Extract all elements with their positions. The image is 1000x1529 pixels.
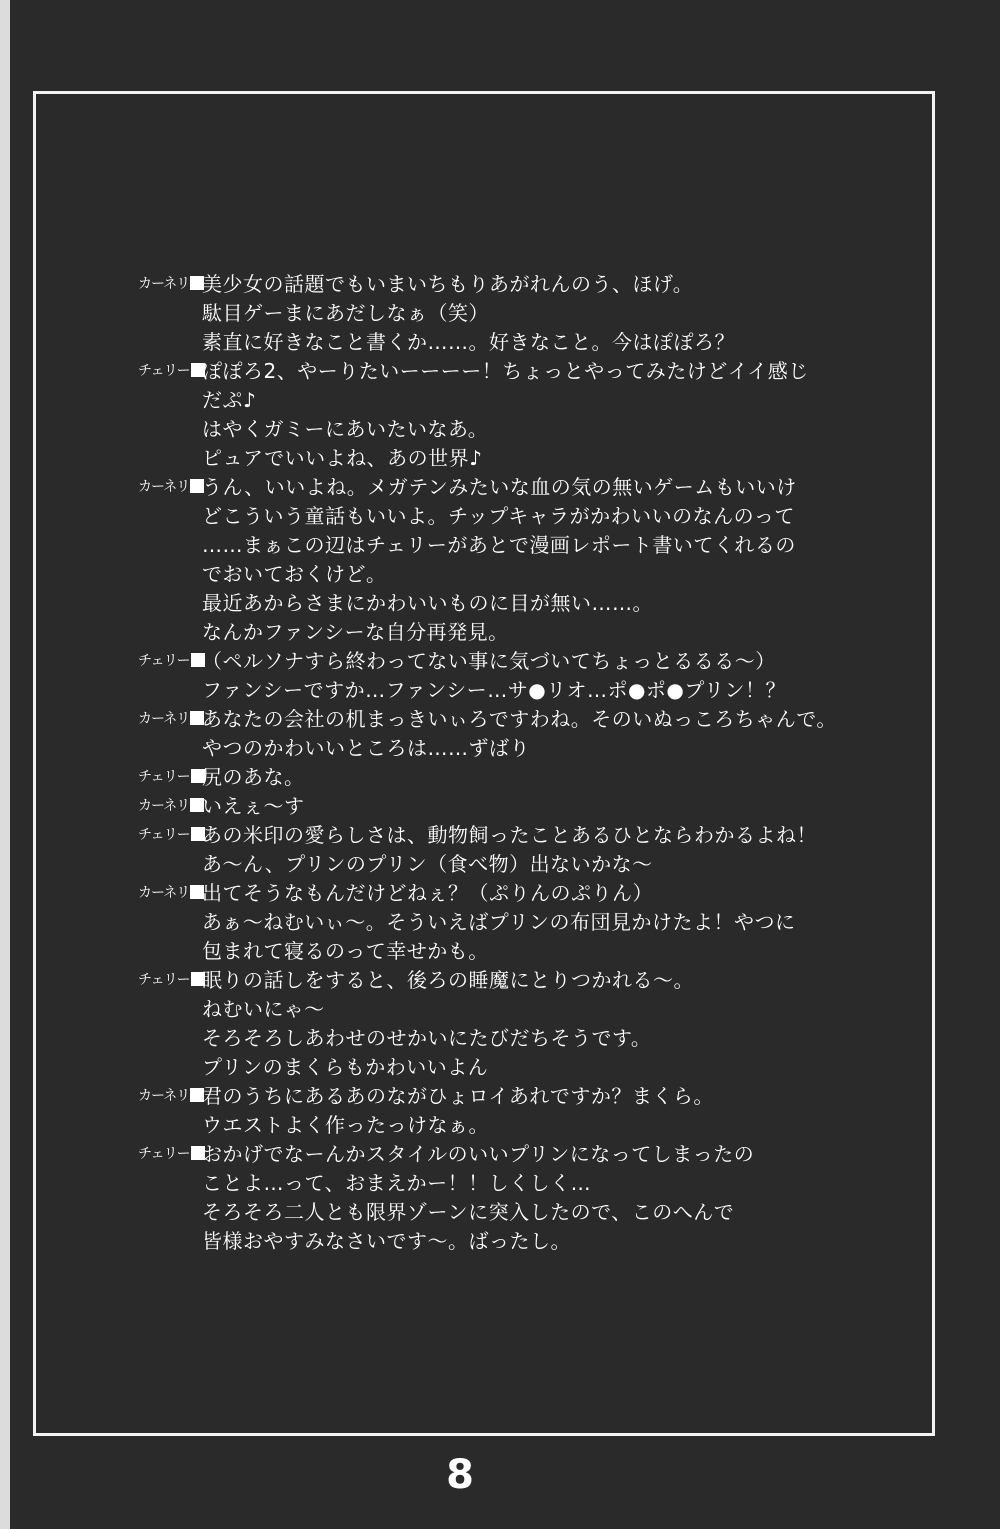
speech-line: 素直に好きなこと書くか……。好きなこと。今はぽぽろ？ [202,330,735,354]
speech-lines [202,792,898,821]
speech-line: あの米印の愛らしさは、動物飼ったことあるひとならわかるよね！ [202,823,817,847]
speech-line: ぽぽろ2、やーりたいーーーー！ちょっとやってみたけどイイ感じ [202,359,809,383]
speech-line: 皆様おやすみなさいです〜。ばったし。 [202,1229,571,1253]
speech-line: いえぇ〜す [202,794,305,818]
speaker-label [138,270,202,299]
speaker-name: チェリー [138,653,190,669]
speaker-name: チェリー [138,972,190,988]
dialogue-turn [138,357,898,473]
speech-lines [202,879,898,966]
speech-line: 美少女の話題でもいまいちもりあがれんのう、ほげ。 [202,272,694,296]
dialogue-turn [138,473,898,647]
speech-line: はやくガミーにあいたいなあ。 [202,417,489,441]
speech-line: でおいておくけど。 [202,562,387,586]
speech-lines [202,821,898,879]
speech-line: だぷ♪ [202,388,257,412]
speech-line: 駄目ゲーまにあだしなぁ（笑） [202,301,489,325]
speech-line: ねむいにゃ〜 [202,997,325,1021]
speech-line: 尻のあな。 [202,765,305,789]
dialogue-turn [138,1082,898,1140]
dialogue-turn [138,879,898,966]
speech-lines [202,473,898,647]
speech-line: ことよ…って、おまえかー！！しくしく… [202,1171,592,1195]
speaker-name: カーネリ [138,276,190,292]
speaker-label [138,1082,202,1111]
dialogue-turn [138,647,898,705]
speech-line: おかげでなーんかスタイルのいいプリンになってしまったの [202,1142,755,1166]
dialogue-transcript [138,270,898,1256]
speech-lines [202,705,898,763]
speech-line: 君のうちにあるあのながひょロイあれですか？まくら。 [202,1084,714,1108]
speech-line: どこういう童話もいいよ。チップキャラがかわいいのなんのって [202,504,795,528]
speech-line: 出てそうなもんだけどねぇ？（ぷりんのぷりん） [202,881,653,905]
speech-line: ピュアでいいよね、あの世界♪ [202,446,483,470]
speech-line: ファンシーですか…ファンシー…サ●リオ…ポ●ポ●プリン！？ [202,678,787,702]
speech-lines [202,763,898,792]
speaker-name: カーネリ [138,479,190,495]
speaker-name: カーネリ [138,711,190,727]
speech-lines [202,270,898,357]
dialogue-turn [138,1140,898,1256]
speaker-name: カーネリ [138,1088,190,1104]
binding-edge [0,0,10,1529]
speaker-name: チェリー [138,769,190,785]
speech-line: 眠りの話しをすると、後ろの睡魔にとりつかれる〜。 [202,968,694,992]
speaker-name: チェリー [138,1146,190,1162]
dialogue-turn [138,966,898,1082]
speech-line: そろそろしあわせのせかいにたびだちそうです。 [202,1026,652,1050]
speech-line: そろそろ二人とも限界ゾーンに突入したので、このへんで [202,1200,735,1224]
speech-lines [202,1140,898,1256]
speaker-name: カーネリ [138,798,190,814]
speech-lines [202,647,898,705]
speaker-label [138,821,202,850]
speech-line: やつのかわいいところは……ずばり [202,736,530,760]
dialogue-turn [138,821,898,879]
speaker-name: カーネリ [138,885,190,901]
speaker-label [138,1140,202,1169]
speaker-label [138,966,202,995]
dialogue-turn [138,792,898,821]
speech-line: ……まぁこの辺はチェリーがあとで漫画レポート書いてくれるの [202,533,796,557]
speech-lines [202,1082,898,1140]
speech-line: うん、いいよね。メガテンみたいな血の気の無いゲームもいいけ [202,475,797,499]
speech-line: あ〜ん、プリンのプリン（食べ物）出ないかな〜 [202,852,653,876]
speech-line: あなたの会社の机まっきいぃろですわね。そのいぬっころちゃんで。 [202,707,837,731]
dialogue-turn [138,705,898,763]
dialogue-turn [138,270,898,357]
speech-line: 最近あからさまにかわいいものに目が無い……。 [202,591,653,615]
speaker-label [138,879,202,908]
speech-line: プリンのまくらもかわいいよん [202,1055,489,1079]
speech-line: あぁ〜ねむいぃ〜。そういえばプリンの布団見かけたよ！やつに [202,910,796,934]
page-number: 8 [446,1452,474,1498]
speech-lines [202,357,898,473]
speaker-label [138,357,202,386]
speaker-name: チェリー [138,363,190,379]
speaker-label [138,705,202,734]
speech-lines [202,966,898,1082]
speaker-label [138,792,202,821]
speaker-name: チェリー [138,827,190,843]
speaker-label [138,473,202,502]
speaker-label [138,763,202,792]
speaker-label [138,647,202,676]
dialogue-turn [138,763,898,792]
speech-line: なんかファンシーな自分再発見。 [202,620,509,644]
speech-line: ウエストよく作ったっけなぁ。 [202,1113,489,1137]
speech-line: 包まれて寝るのって幸せかも。 [202,939,489,963]
speech-line: （ペルソナすら終わってない事に気づいてちょっとるるる〜） [202,649,776,673]
